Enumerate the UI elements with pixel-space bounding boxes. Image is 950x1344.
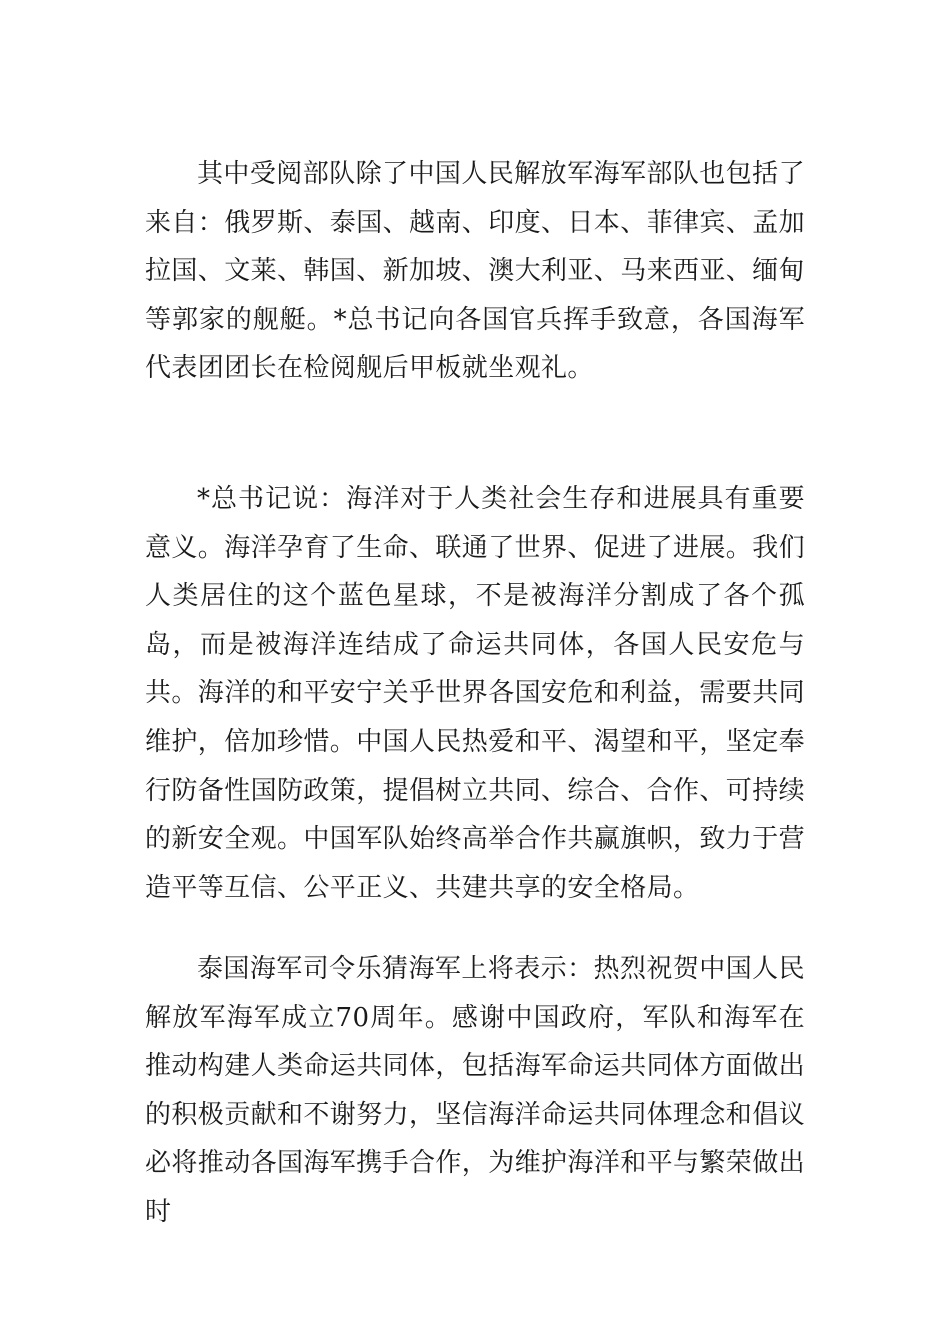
paragraph-thai-navy-statement: 泰国海军司令乐猜海军上将表示：热烈祝贺中国人民解放军海军成立70周年。感谢中国政府，军队和海军在推动构建人类命运共同体，包括海军命运共同体方面做出的积极贡献和不谢努力，坚信海洋命运共同体理念和倡议必将推动各国海军携手合作，为维护海洋和平与繁荣做出时 <box>145 954 806 1227</box>
paragraph-general-secretary-speech: *总书记说：海洋对于人类社会生存和进展具有重要意义。海洋孕育了生命、联通了世界、促进了进展。我们人类居住的这个蓝色星球，不是被海洋分割成了各个孤岛，而是被海洋连结成了命运共同体，各国人民安危与共。海洋的和平安宁关乎世界各国安危和利益，需要共同维护，倍加珍惜。中国人民热爱和平、渴望和平，坚定奉行防备性国防政策，提倡树立共同、综合、合作、可持续的新安全观。中国军队始终高举合作共赢旗帜，致力于营造平等互信、公平正义、共建共享的安全格局。 <box>145 484 806 903</box>
paragraph-review-fleet: 其中受阅部队除了中国人民解放军海军部队也包括了来自：俄罗斯、泰国、越南、印度、日本、菲律宾、孟加拉国、文莱、韩国、新加坡、澳大利亚、马来西亚、缅甸等郭家的舰艇。*总书记向各国官兵挥手致意，各国海军代表团团长在检阅舰后甲板就坐观礼。 <box>145 159 806 384</box>
